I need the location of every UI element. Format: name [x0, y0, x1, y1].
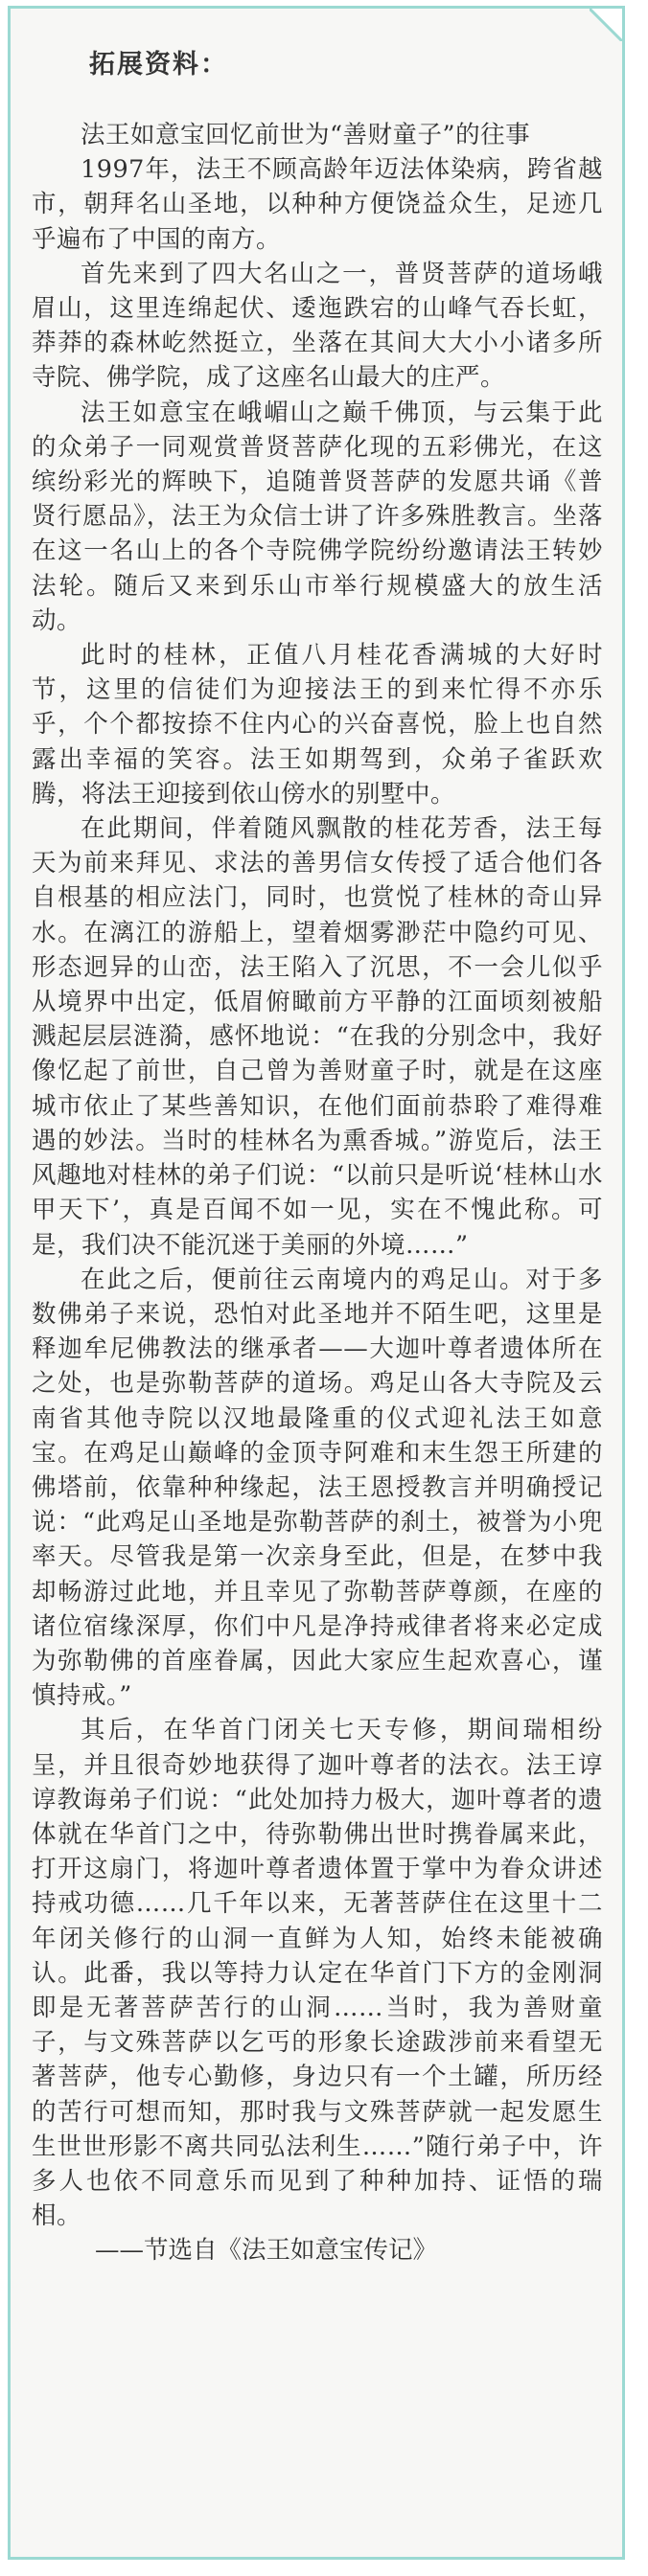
- source-citation: ——节选自《法王如意宝传记》: [95, 2236, 438, 2266]
- paragraph: 在此之后，便前往云南境内的鸡足山。对于多数佛弟子来说，恐怕对此圣地并不陌生吧，这里是释迦牟尼佛教法的继承者——大迦叶尊者遗体所在之处，也是弥勒菩萨的道场。鸡足山各大寺院及云南省其他寺院以汉地最隆重的仪式迎礼法王如意宝。在鸡足山巅峰的金顶寺阿难和末生怨王所建的佛塔前，依靠种种缘起，法王恩授教言并明确授记说：“此鸡足山圣地是弥勒菩萨的刹土，被誉为小兜率天。尽管我是第一次亲身至此，但是，在梦中我却畅游过此地，并且幸见了弥勒菩萨尊颜，在座的诸位宿缘深厚，你们中凡是净持戒律者将来必定成为弥勒佛的首座眷属，因此大家应生起欢喜心，谨慎持戒。”: [32, 1265, 603, 1711]
- paragraph: 1997年，法王不顾高龄年迈法体染病，跨省越市，朝拜名山圣地，以种种方便饶益众生，足迹几乎遍布了中国的南方。: [32, 155, 603, 254]
- corner-fold-icon: [590, 9, 622, 41]
- paragraph: 首先来到了四大名山之一，普贤菩萨的道场峨眉山，这里连绵起伏、逶迤跌宕的山峰气吞长虹，莽莽的森林屹然挺立，坐落在其间大大小小诸多所寺院、佛学院，成了这座名山最大的庄严。: [32, 259, 603, 393]
- paragraph: 此时的桂林，正值八月桂花香满城的大好时节，这里的信徒们为迎接法王的到来忙得不亦乐乎，个个都按捺不住内心的兴奋喜悦，脸上也自然露出幸福的笑容。法王如期驾到，众弟子雀跃欢腾，将法王迎接到依山傍水的别墅中。: [32, 641, 603, 809]
- document-frame: [8, 6, 625, 2560]
- article-content: [32, 47, 603, 2268]
- paragraph: 其后，在华首门闭关七天专修，期间瑞相纷呈，并且很奇妙地获得了迦叶尊者的法衣。法王谆谆教诲弟子们说：“此处加持力极大，迦叶尊者的遗体就在华首门之中，待弥勒佛出世时携眷属来此，打开这扇门，将迦叶尊者遗体置于掌中为眷众讲述持戒功德……几千年以来，无著菩萨住在这里十二年闭关修行的山洞一直鲜为人知，始终未能被确认。此番，我以等持力认定在华首门下方的金刚洞即是无著菩萨苦行的山洞……当时，我为善财童子，与文殊菩萨以乞丐的形象长途跋涉前来看望无著菩萨，他专心勤修，身边只有一个土罐，所历经的苦行可想而知，那时我与文殊菩萨就一起发愿生生世世形影不离共同弘法利生……”随行弟子中，许多人也依不同意乐而见到了种种加持、证悟的瑞相。: [32, 1716, 603, 2231]
- paragraph-title: 法王如意宝回忆前世为“善财童子”的往事: [81, 121, 531, 149]
- section-heading: 拓展资料：: [89, 50, 228, 80]
- paragraph: 法王如意宝在峨嵋山之巅千佛顶，与云集于此的众弟子一同观赏普贤菩萨化现的五彩佛光，在这缤纷彩光的辉映下，追随普贤菩萨的发愿共诵《普贤行愿品》，法王为众信士讲了许多殊胜教言。坐落在这一名山上的各个寺院佛学院纷纷邀请法王转妙法轮。随后又来到乐山市举行规模盛大的放生活动。: [32, 398, 603, 635]
- paragraph: 在此期间，伴着随风飘散的桂花芳香，法王每天为前来拜见、求法的善男信女传授了适合他们各自根基的相应法门，同时，也赏悦了桂林的奇山异水。在漓江的游船上，望着烟雾渺茫中隐约可见、形态迥异的山峦，法王陷入了沉思，不一会儿似乎从境界中出定，低眉俯瞰前方平静的江面顷刻被船溅起层层涟漪，感怀地说：“在我的分别念中，我好像忆起了前世，自己曾为善财童子时，就是在这座城市依止了某些善知识，在他们面前恭聆了难得难遇的妙法。当时的桂林名为熏香城。”游览后，法王风趣地对桂林的弟子们说：“以前只是听说‘桂林山水甲天下’，真是百闻不如一见，实在不愧此称。可是，我们决不能沉迷于美丽的外境……”: [32, 814, 603, 1260]
